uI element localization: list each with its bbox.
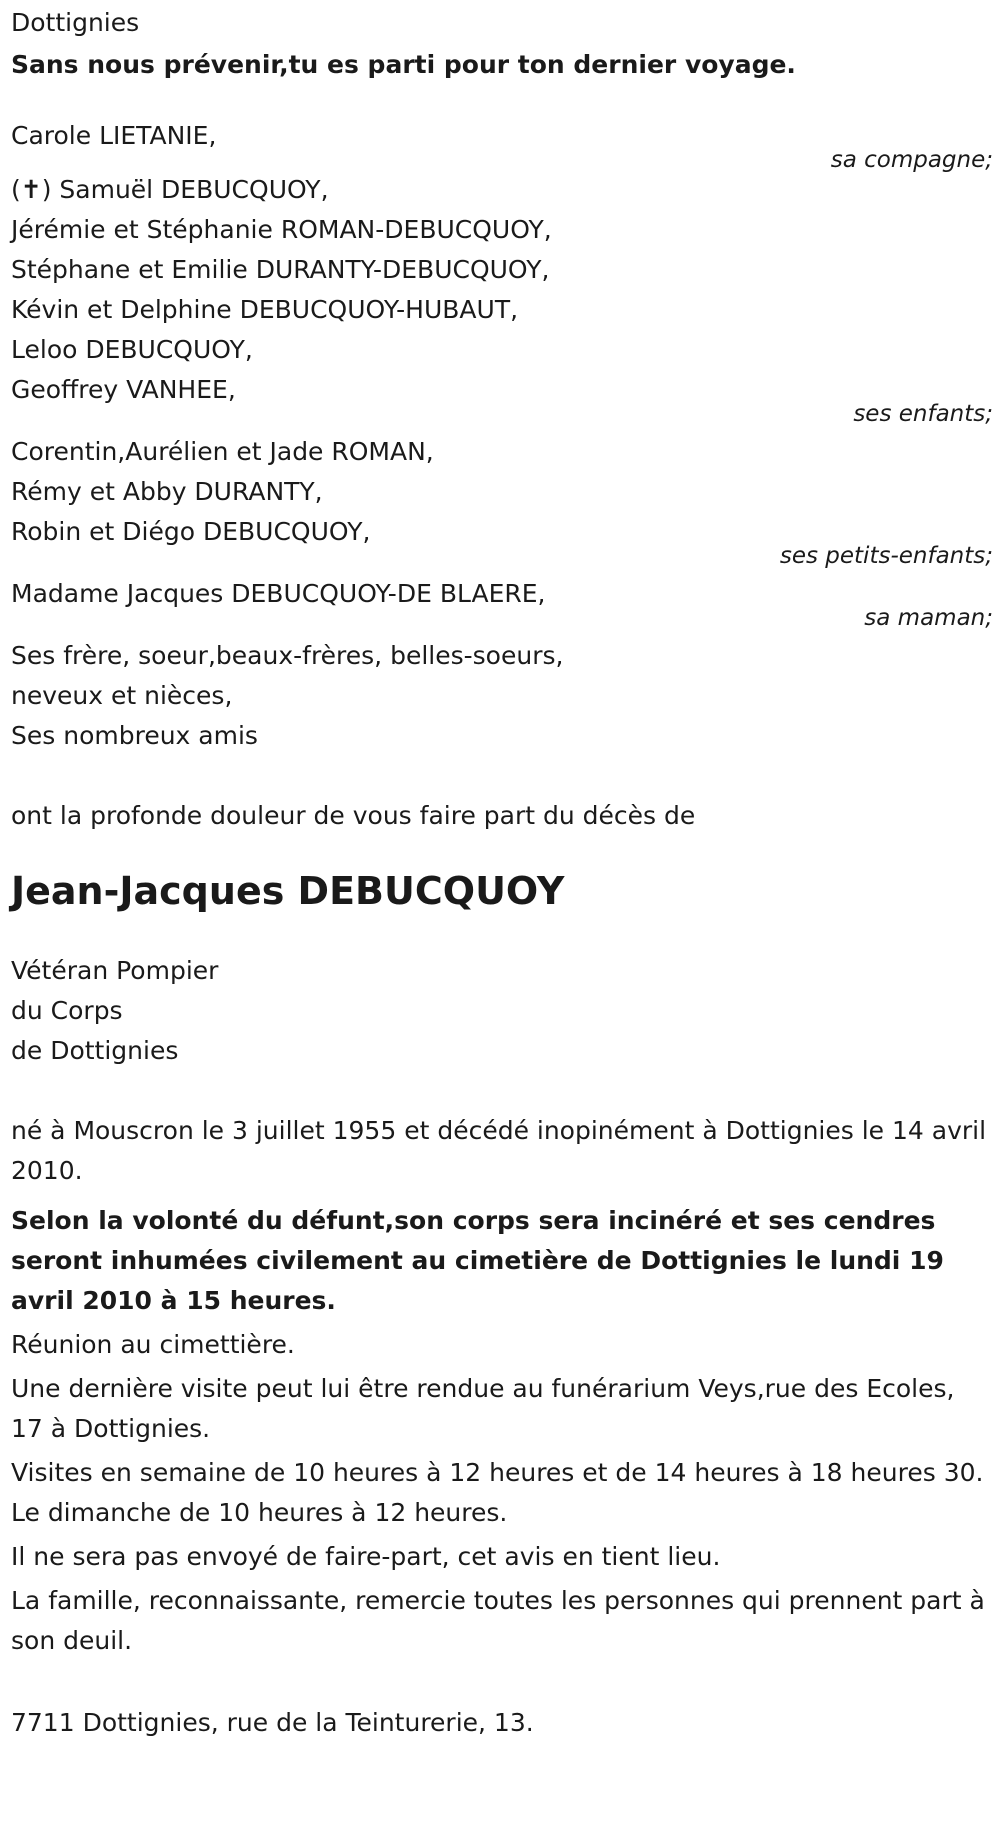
address-text: 7711 Dottignies, rue de la Teinturerie, 13. <box>11 1708 534 1737</box>
place-name: Dottignies <box>11 8 140 37</box>
companion-group <box>11 116 993 173</box>
child-name: Leloo DEBUCQUOY, <box>11 335 253 364</box>
companion-name: Carole LIETANIE, <box>11 121 217 150</box>
reunion-text: Réunion au cimettière. <box>11 1330 295 1359</box>
companion-role: sa compagne; <box>830 147 993 173</box>
ceremony-text: Selon la volonté du défunt,son corps sera incinéré et ses cendres seront inhumées civilement au cimetière de Dottignies le lundi 19 avril 2010 à 15 heures. <box>11 1206 944 1315</box>
thanks-text: La famille, reconnaissante, remercie toutes les personnes qui prennent part à son deuil. <box>11 1586 985 1655</box>
others-group <box>11 636 993 756</box>
child-name: (✝) Samuël DEBUCQUOY, <box>11 175 329 204</box>
titles-group <box>11 951 993 1071</box>
grandchildren-role: ses petits-enfants; <box>779 543 993 569</box>
obituary-notice <box>11 8 993 1743</box>
child-name: Stéphane et Emilie DURANTY-DEBUCQUOY, <box>11 255 550 284</box>
deceased-name: Jean-Jacques DEBUCQUOY <box>11 869 565 913</box>
birth-death-text: né à Mouscron le 3 juillet 1955 et décédé inopinément à Dottignies le 14 avril 2010. <box>11 1116 987 1185</box>
child-name: Jérémie et Stéphanie ROMAN-DEBUCQUOY, <box>11 215 552 244</box>
grandchild-name: Robin et Diégo DEBUCQUOY, <box>11 517 371 546</box>
hours-text: Visites en semaine de 10 heures à 12 heures et de 14 heures à 18 heures 30. Le dimanche de 10 heures à 12 heures. <box>11 1458 984 1527</box>
announcement: ont la profonde douleur de vous faire part du décès de <box>11 801 696 830</box>
visit-text: Une dernière visite peut lui être rendue au funérarium Veys,rue des Ecoles, 17 à Dottignies. <box>11 1374 955 1443</box>
grandchildren-group <box>11 432 993 569</box>
others-line: neveux et nièces, <box>11 681 233 710</box>
children-role: ses enfants; <box>853 401 993 427</box>
mother-name: Madame Jacques DEBUCQUOY-DE BLAERE, <box>11 579 546 608</box>
notice-text: Il ne sera pas envoyé de faire-part, cet avis en tient lieu. <box>11 1542 721 1571</box>
others-line: Ses frère, soeur,beaux-frères, belles-soeurs, <box>11 641 564 670</box>
title-line: du Corps <box>11 996 123 1025</box>
grandchild-name: Corentin,Aurélien et Jade ROMAN, <box>11 437 434 466</box>
others-line: Ses nombreux amis <box>11 721 258 750</box>
grandchild-name: Rémy et Abby DURANTY, <box>11 477 323 506</box>
mother-role: sa maman; <box>864 605 993 631</box>
headline: Sans nous prévenir,tu es parti pour ton dernier voyage. <box>11 50 796 79</box>
mother-group <box>11 574 993 631</box>
child-name: Kévin et Delphine DEBUCQUOY-HUBAUT, <box>11 295 519 324</box>
child-name: Geoffrey VANHEE, <box>11 375 236 404</box>
title-line: de Dottignies <box>11 1036 179 1065</box>
title-line: Vétéran Pompier <box>11 956 219 985</box>
children-group <box>11 170 993 427</box>
